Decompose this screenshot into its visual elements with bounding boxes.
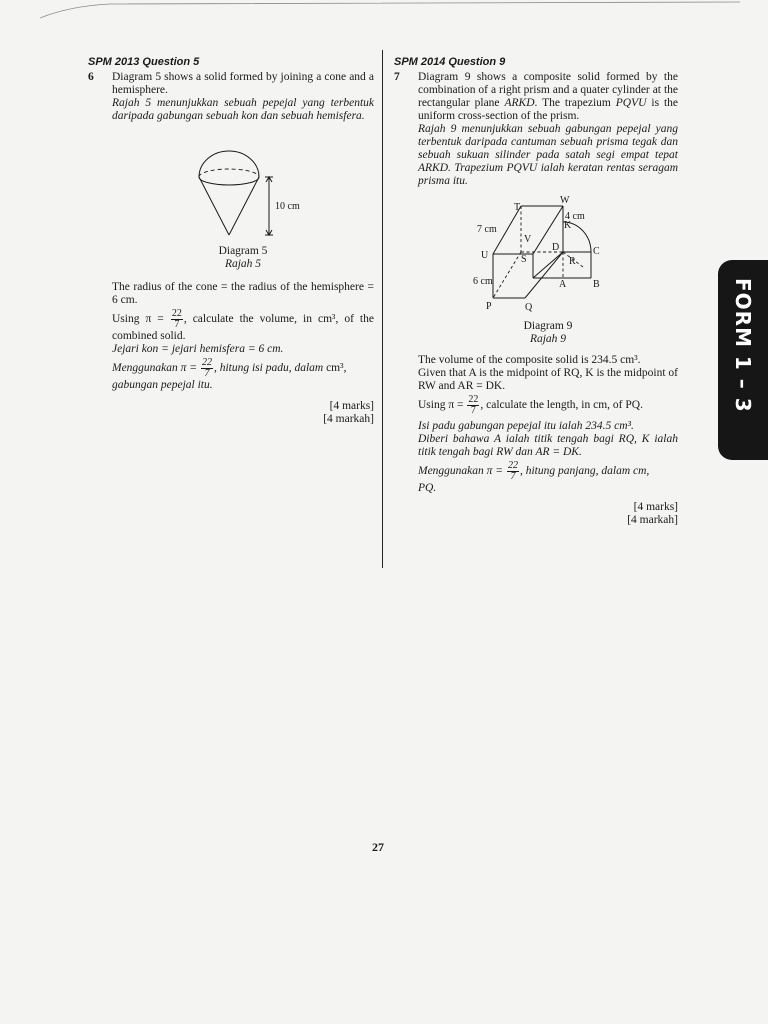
pi-fraction-ms: $\frac{22}{7}$ <box>201 357 212 379</box>
pi-fraction-q7: $\frac{22}{7}$ <box>468 394 479 416</box>
rajah-5-caption: Rajah 5 <box>224 258 262 270</box>
question-6-header: SPM 2013 Question 5 <box>88 56 200 68</box>
label-d: D <box>552 242 560 253</box>
question-7-header: SPM 2014 Question 9 <box>394 56 506 68</box>
label-u: U <box>481 250 489 261</box>
question-7-column <box>394 56 678 527</box>
label-4cm: 4 cm <box>565 211 585 222</box>
cone-right-edge <box>229 177 259 235</box>
question-6-marks-en: [4 marks] <box>329 400 374 412</box>
hemisphere-base-back <box>199 169 259 177</box>
hemisphere-outline <box>199 151 259 177</box>
question-7-marks-ms: [4 markah] <box>627 514 678 526</box>
label-w: W <box>560 195 570 206</box>
label-v: V <box>524 234 532 245</box>
hemisphere-base-front <box>199 177 259 185</box>
question-7-intro-en: Diagram 9 shows a composite solid formed by the combination of a right prism and a quater cylinder at the rectangular plane ARKD. The trapezium PQVU is the uniform cross-section of the prism. <box>418 71 679 122</box>
page-number: 27 <box>372 840 384 854</box>
question-7-given-en: Given that A is the midpoint of RQ, K is the midpoint of RW and AR = DK. <box>418 367 678 392</box>
question-6-radius-en: The radius of the cone = the radius of the hemisphere = 6 cm. <box>112 281 374 306</box>
label-b: B <box>593 279 600 290</box>
pi-fraction-q7-ms: $\frac{22}{7}$ <box>507 460 518 482</box>
question-7-intro-ms: Rajah 9 menunjukkan sebuah gabungan pepejal yang terbentuk daripada cantuman sebuah prisma tegak dan sebuah sukuan silinder pada satah segi empat tepat ARKD. Trapezium PQVU ialah keratan rentas seragam prisma itu. <box>418 123 678 187</box>
label-q: Q <box>525 302 533 313</box>
question-6-radius-ms: Jejari kon = jejari hemisfera = 6 cm. <box>112 343 284 355</box>
diagram-5-caption: Diagram 5 <box>218 245 268 257</box>
diagram-9-caption: Diagram 9 <box>523 320 573 332</box>
cone-left-edge <box>199 177 229 235</box>
side-tab-label: FORM 1 – 3 <box>731 278 755 413</box>
label-r: R <box>569 256 576 267</box>
page-edge-line <box>40 0 740 20</box>
question-7-volume-ms: Isi padu gabungan pepejal itu ialah 234.5 cm³. <box>418 420 634 432</box>
label-s: S <box>521 254 527 265</box>
label-c: C <box>593 246 600 257</box>
label-k: K <box>564 220 572 231</box>
question-6-intro-ms: Rajah 5 menunjukkan sebuah pepejal yang terbentuk daripada gabungan sebuah kon dan sebuah hemisfera. <box>112 97 374 122</box>
question-7-volume-en: The volume of the composite solid is 234.5 cm³. <box>418 354 641 366</box>
rajah-9-caption: Rajah 9 <box>529 333 567 345</box>
diagram-5-cone-hemisphere <box>183 145 303 241</box>
question-6-intro-en: Diagram 5 shows a solid formed by joining a cone and a hemisphere. <box>112 71 374 96</box>
question-7-number: 7 <box>394 71 400 83</box>
label-t: T <box>514 202 521 213</box>
question-6-instruction-en: Using π = $\frac{22}{7}$ , calculate the volume, in cm³, of the combined solid. <box>112 308 374 342</box>
label-6cm: 6 cm <box>473 276 493 287</box>
column-divider <box>382 50 383 568</box>
pi-fraction: $\frac{22}{7}$ <box>171 308 182 330</box>
label-7cm: 7 cm <box>477 224 497 235</box>
diagram-9-composite-solid <box>463 192 633 322</box>
question-6-instruction-ms: Menggunakan π = $\frac{22}{7}$ , hitung isi padu, dalam cm³, gabungan pepejal itu. <box>112 357 347 391</box>
question-6-column <box>88 56 374 426</box>
question-7-marks-en: [4 marks] <box>633 501 678 513</box>
question-7-instruction-ms: Menggunakan π = $\frac{22}{7}$ , hitung panjang, dalam cm, PQ. <box>418 460 650 494</box>
label-p: P <box>486 301 492 312</box>
height-label: 10 cm <box>275 201 300 212</box>
question-7-instruction-en: Using π = $\frac{22}{7}$ , calculate the length, in cm, of PQ. <box>418 394 643 416</box>
label-a: A <box>559 279 567 290</box>
question-7-given-ms: Diberi bahawa A ialah titik tengah bagi RQ, K ialah titik tengah bagi RW dan AR = DK. <box>418 433 678 458</box>
question-6-number: 6 <box>88 71 94 83</box>
question-6-marks-ms: [4 markah] <box>323 413 374 425</box>
